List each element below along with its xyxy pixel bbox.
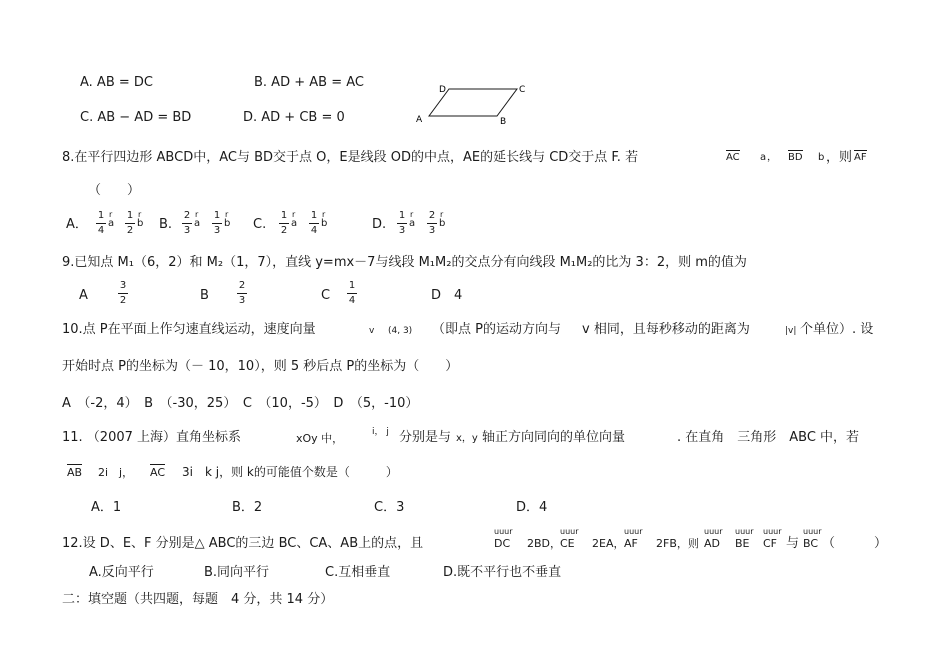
- q12-eq2: 2EA，: [592, 537, 625, 550]
- q7-option-d: D. AD + CB = 0: [243, 110, 345, 125]
- q12-with: 与: [786, 536, 800, 551]
- q11-ij-vectors: i， j: [372, 427, 389, 437]
- q8-text: 8.在平行四边形 ABCD中，AC与 BD交于点 O，E是线段 OD的中点，AE的延长线与 CD交于点 F. 若: [62, 150, 639, 165]
- q12-answer-paren: （ ）: [822, 536, 888, 551]
- q9-label-c: C: [321, 288, 331, 303]
- q12-vector-cf: CF: [763, 537, 778, 550]
- q8-vector-bd: BD: [788, 152, 803, 163]
- q11-eq1: 2i j，: [98, 466, 134, 479]
- q8-label-c: C.: [253, 217, 267, 232]
- q8-a-frac2: 1 2: [126, 210, 134, 236]
- q8-vector-ac: AC: [726, 152, 740, 163]
- q11-line1-a: 11. （2007 上海）直角坐标系: [62, 430, 242, 445]
- q8-vector-b: b: [818, 152, 825, 163]
- q12-vector-af: AF: [624, 537, 638, 550]
- q7-option-b: B. AD + AB = AC: [254, 75, 364, 90]
- q12-eq1: 2BD，: [527, 537, 562, 550]
- q8-vector-af: AF: [854, 152, 867, 163]
- q12-vector-dc: DC: [494, 537, 511, 550]
- section-2-heading: 二：填空题（共四题，每题 4 分，共 14 分）: [62, 592, 334, 607]
- q8-d-frac1: 1 3: [398, 210, 406, 236]
- parallelogram-figure: [412, 80, 532, 126]
- q11-xy: x，y: [456, 433, 478, 444]
- q11-option-a: A．1: [91, 500, 122, 515]
- q11-option-d: D．4: [516, 500, 548, 515]
- q8-label-a: A．: [66, 217, 88, 232]
- q12-text: 12.设 D、E、F 分别是△ ABC的三边 BC、CA、AB上的点，且: [62, 536, 424, 551]
- q10-line1-c: v 相同，且每秒移动的距离为: [582, 322, 750, 337]
- q8-d-frac2: 2 3: [428, 210, 436, 236]
- q10-line1-d: 个单位）. 设: [800, 322, 874, 337]
- q9-label-b: B: [200, 288, 209, 303]
- q9-frac-a: 3 2: [119, 280, 127, 306]
- q12-vector-ce: CE: [560, 537, 575, 550]
- q8-c-frac1: 1 2: [280, 210, 288, 236]
- q11-xoy: xOy 中，: [296, 432, 344, 445]
- q11-option-c: C．3: [374, 500, 405, 515]
- q12-option-d: D.既不平行也不垂直: [443, 565, 562, 580]
- q8-then: ，则: [826, 150, 853, 165]
- q11-vector-ac: AC: [150, 466, 166, 479]
- q8-label-b: B.: [159, 217, 173, 232]
- q11-line1-d: . 在直角 三角形 ABC 中，若: [677, 430, 860, 445]
- q8-sep: ，: [767, 152, 777, 163]
- q12-option-a: A.反向平行: [89, 565, 154, 580]
- q10-vector-value: (4, 3): [388, 326, 413, 336]
- q12-eq3: 2FB，则: [656, 537, 699, 550]
- q9-frac-b: 2 3: [238, 280, 246, 306]
- q12-option-c: C.互相垂直: [325, 565, 391, 580]
- q12-option-b: B.同向平行: [204, 565, 270, 580]
- figure-label-d: D: [439, 85, 446, 95]
- q8-c-frac2: 1 4: [310, 210, 318, 236]
- q11-option-b: B．2: [232, 500, 263, 515]
- q12-vector-ad: AD: [704, 537, 720, 550]
- q11-vector-ab: AB: [67, 466, 83, 479]
- q8-vector-a: a: [760, 152, 767, 163]
- q9-label-a: A: [79, 288, 88, 303]
- q11-eq2: 3i k j，则 k的可能值个数是（ ）: [182, 465, 398, 479]
- q7-option-c: C. AB − AD = BD: [80, 110, 192, 125]
- q8-label-d: D.: [372, 217, 387, 232]
- q9-text: 9.已知点 M₁（6，2）和 M₂（1，7），直线 y=mx－7与线段 M₁M₂的交点分有向线段 M₁M₂的比为 3：2，则 m的值为: [62, 255, 747, 270]
- q10-options: A （-2，4） B （-30，25） C （10，-5） D （5，-10）: [62, 396, 419, 411]
- q10-line2: 开始时点 P的坐标为（－ 10，10），则 5 秒后点 P的坐标为（ ）: [62, 359, 459, 374]
- q7-option-a: A. AB = DC: [80, 75, 153, 90]
- q9-option-d: D 4: [431, 288, 463, 303]
- q10-abs-v: |v|: [785, 326, 797, 336]
- q12-vector-be: BE: [735, 537, 750, 550]
- q8-b-frac1: 2 3: [183, 210, 191, 236]
- q8-answer-paren: （ ）: [88, 183, 141, 198]
- q11-line1-b: 分别是与: [399, 430, 452, 445]
- q11-line1-c: 轴正方向同向的单位向量: [482, 430, 626, 445]
- q10-line1-a: 10.点 P在平面上作匀速直线运动，速度向量: [62, 322, 316, 337]
- q12-vector-bc: BC: [803, 537, 819, 550]
- q9-frac-c: 1 4: [348, 280, 356, 306]
- q10-vector-v: v: [369, 326, 375, 336]
- figure-label-a: A: [416, 115, 423, 125]
- figure-label-c: C: [519, 85, 526, 95]
- figure-label-b: B: [500, 117, 507, 126]
- q8-b-frac2: 1 3: [213, 210, 221, 236]
- q10-line1-b: （即点 P的运动方向与: [432, 322, 561, 337]
- q8-a-frac1: 1 4: [97, 210, 105, 236]
